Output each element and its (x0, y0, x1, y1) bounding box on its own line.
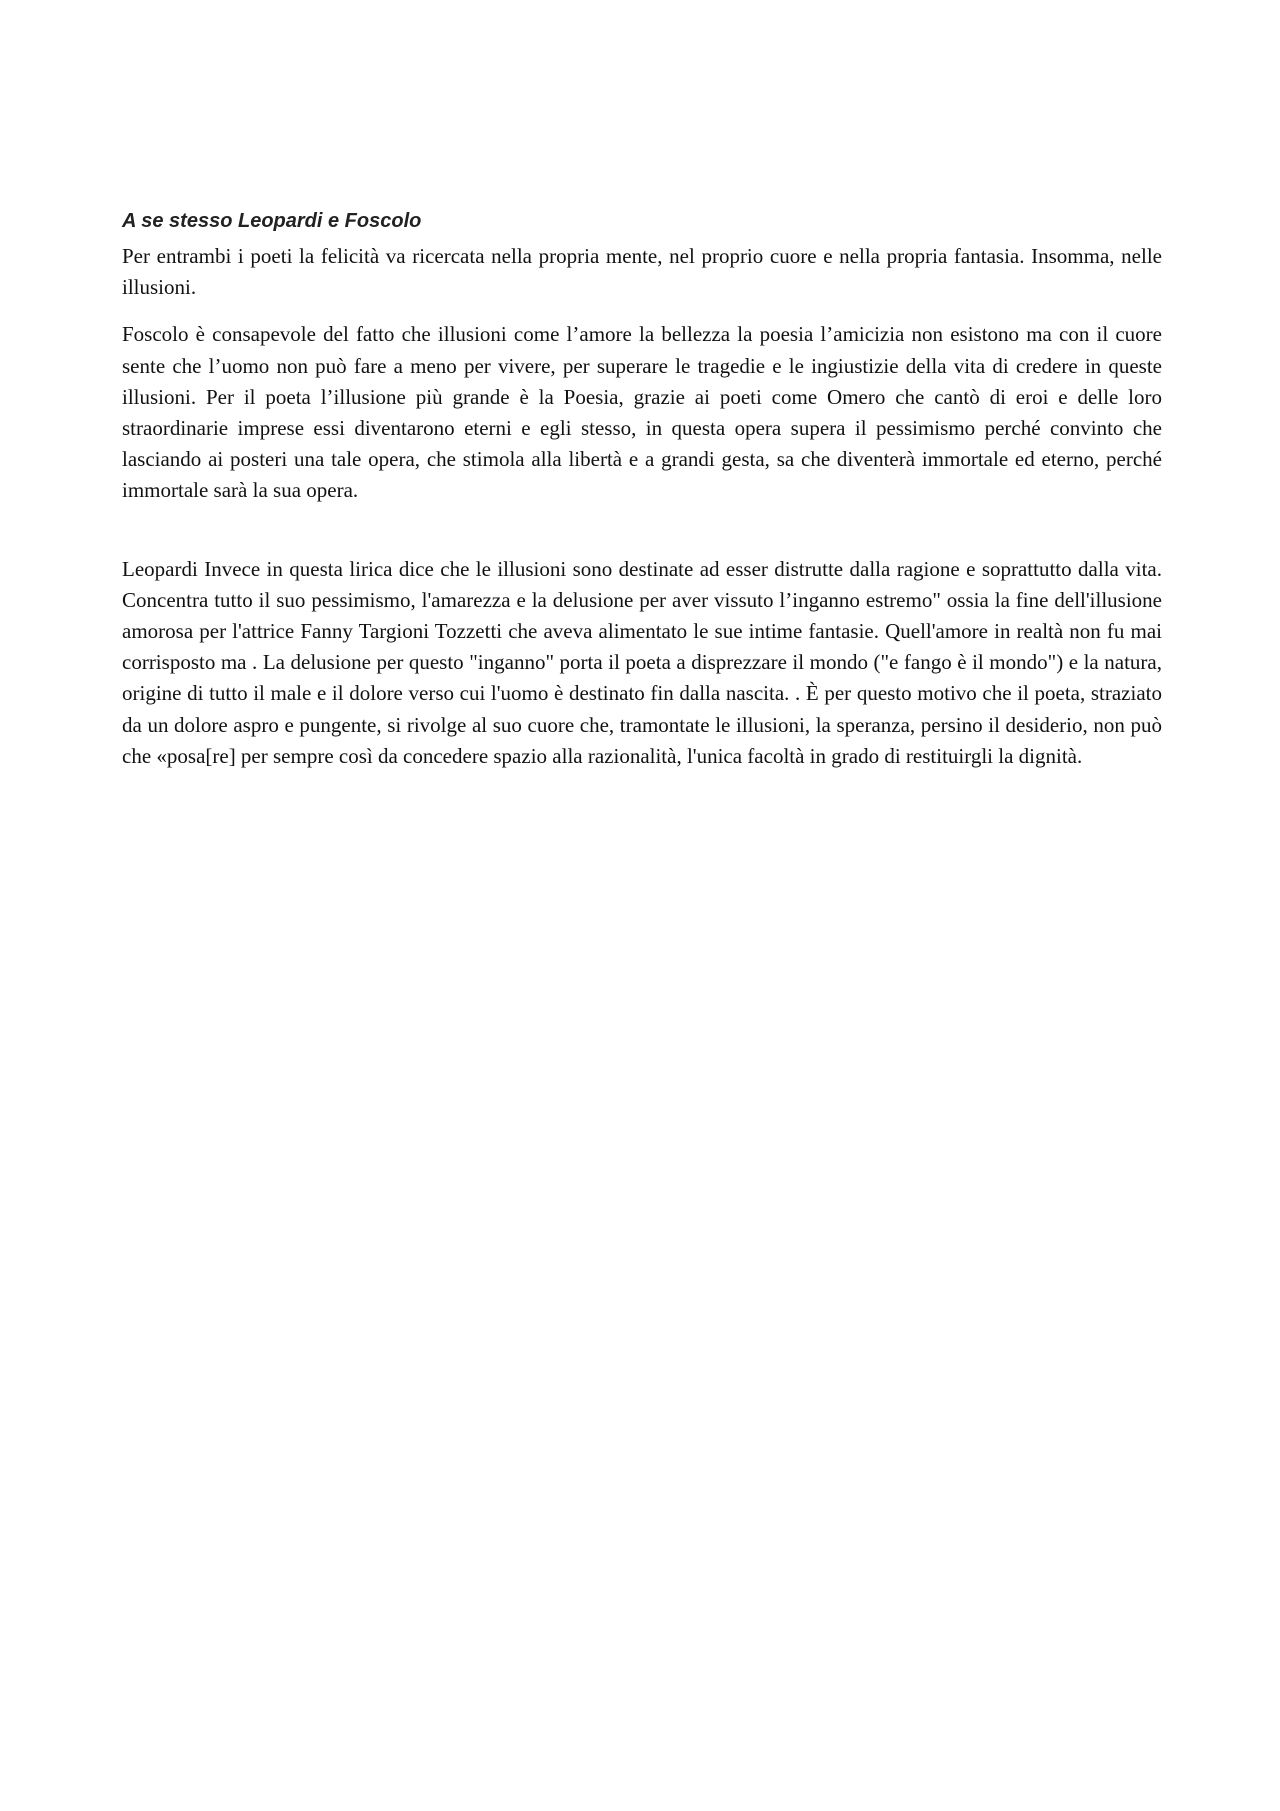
paragraph-foscolo: Foscolo è consapevole del fatto che illusioni come l’amore la bellezza la poesia l’amicizia non esistono ma con il cuore sente che l’uomo non può fare a meno per vivere, per superare le tragedie e le ingiustizie della vita di credere in queste illusioni. Per il poeta l’illusione più grande è la Poesia, grazie ai poeti come Omero che cantò di eroi e delle loro straordinarie imprese essi diventarono eterni e egli stesso, in questa opera supera il pessimismo perché convinto che lasciando ai posteri una tale opera, che stimola alla libertà e a grandi gesta, sa che diventerà immortale ed eterno, perché immortale sarà la sua opera. (122, 322, 1162, 503)
document-title: A se stesso Leopardi e Foscolo (122, 210, 422, 232)
document-body (122, 206, 1162, 772)
paragraph-intro: Per entrambi i poeti la felicità va ricercata nella propria mente, nel proprio cuore e nella propria fantasia. Insomma, nelle illusioni. (122, 244, 1162, 300)
paragraph-leopardi: Leopardi Invece in questa lirica dice che le illusioni sono destinate ad esser distrutte dalla ragione e soprattutto dalla vita. Concentra tutto il suo pessimismo, l'amarezza e la delusione per aver vissuto l’inganno estremo" ossia la fine dell'illusione amorosa per l'attrice Fanny Targioni Tozzetti che aveva alimentato le sue intime fantasie. Quell'amore in realtà non fu mai corrisposto ma . La delusione per questo "inganno" porta il poeta a disprezzare il mondo ("e fango è il mondo") e la natura, origine di tutto il male e il dolore verso cui l'uomo è destinato fin dalla nascita. . È per questo motivo che il poeta, straziato da un dolore aspro e pungente, si rivolge al suo cuore che, tramontate le illusioni, la speranza, persino il desiderio, non può che «posa[re] per sempre così da concedere spazio alla razionalità, l'unica facoltà in grado di restituirgli la dignità. (122, 556, 1162, 768)
